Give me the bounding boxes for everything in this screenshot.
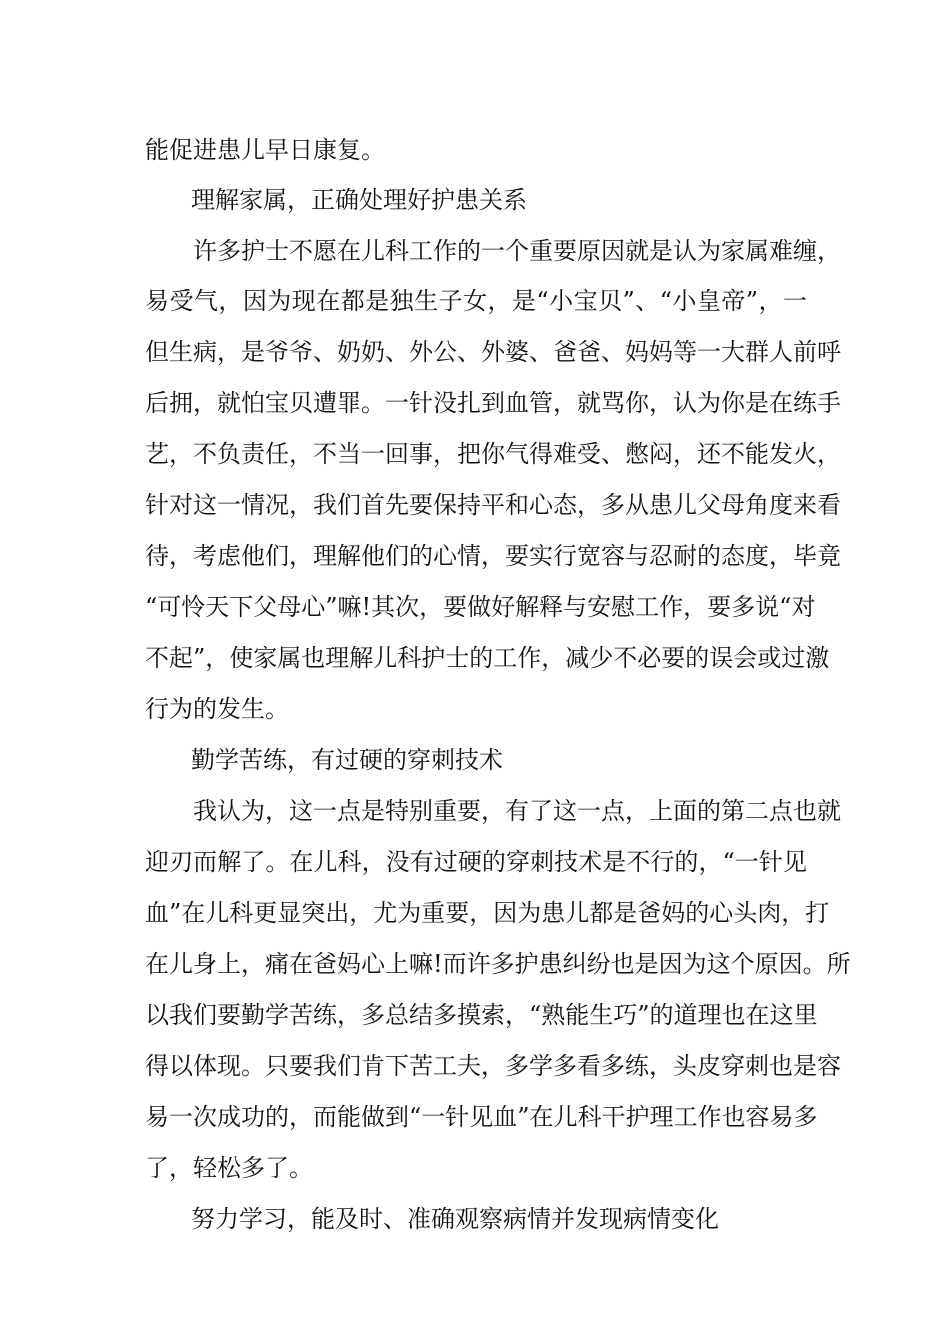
paragraph-line: 易受气，因为现在都是独生子女，是“小宝贝”、“小皇帝”，一 <box>145 287 807 315</box>
paragraph-line: 待，考虑他们，理解他们的心情，要实行宽容与忍耐的态度，毕竟 <box>145 542 841 570</box>
paragraph-line: 血”在儿科更显突出，尤为重要，因为患儿都是爸妈的心头肉，打 <box>145 899 830 927</box>
paragraph-line: 在儿身上，痛在爸妈心上嘛!而许多护患纠纷也是因为这个原因。所 <box>145 950 851 978</box>
paragraph-line: 得以体现。只要我们肯下苦工夫，多学多看多练，头皮穿刺也是容 <box>145 1052 841 1080</box>
section-heading: 努力学习，能及时、准确观察病情并发现病情变化 <box>191 1205 719 1233</box>
paragraph-line: “可怜天下父母心”嘛!其次，要做好解释与安慰工作，要多说“对 <box>145 593 816 621</box>
paragraph-line: 艺，不负责任，不当一回事，把你气得难受、憋闷，还不能发火， <box>145 440 841 468</box>
paragraph-line: 能促进患儿早日康复。 <box>145 136 385 164</box>
section-heading: 理解家属，正确处理好护患关系 <box>191 186 527 214</box>
paragraph-line: 不起”，使家属也理解儿科护士的工作，减少不必要的误会或过激 <box>145 644 830 672</box>
paragraph-line: 我认为，这一点是特别重要，有了这一点，上面的第二点也就 <box>193 797 841 825</box>
paragraph-line: 但生病，是爷爷、奶奶、外公、外婆、爸爸、妈妈等一大群人前呼 <box>145 338 841 366</box>
paragraph-line: 易一次成功的，而能做到“一针见血”在儿科干护理工作也容易多 <box>145 1103 818 1131</box>
paragraph-line: 了，轻松多了。 <box>145 1154 313 1182</box>
paragraph-line: 以我们要勤学苦练，多总结多摸索，“熟能生巧”的道理也在这里 <box>145 1001 818 1029</box>
paragraph-line: 迎刃而解了。在儿科，没有过硬的穿刺技术是不行的，“一针见 <box>145 848 807 876</box>
paragraph-line: 后拥，就怕宝贝遭罪。一针没扎到血管，就骂你，认为你是在练手 <box>145 389 841 417</box>
section-heading: 勤学苦练，有过硬的穿刺技术 <box>191 746 503 774</box>
paragraph-line: 行为的发生。 <box>145 695 289 723</box>
paragraph-line: 许多护士不愿在儿科工作的一个重要原因就是认为家属难缠， <box>193 237 841 265</box>
paragraph-line: 针对这一情况，我们首先要保持平和心态，多从患儿父母角度来看 <box>145 491 841 519</box>
